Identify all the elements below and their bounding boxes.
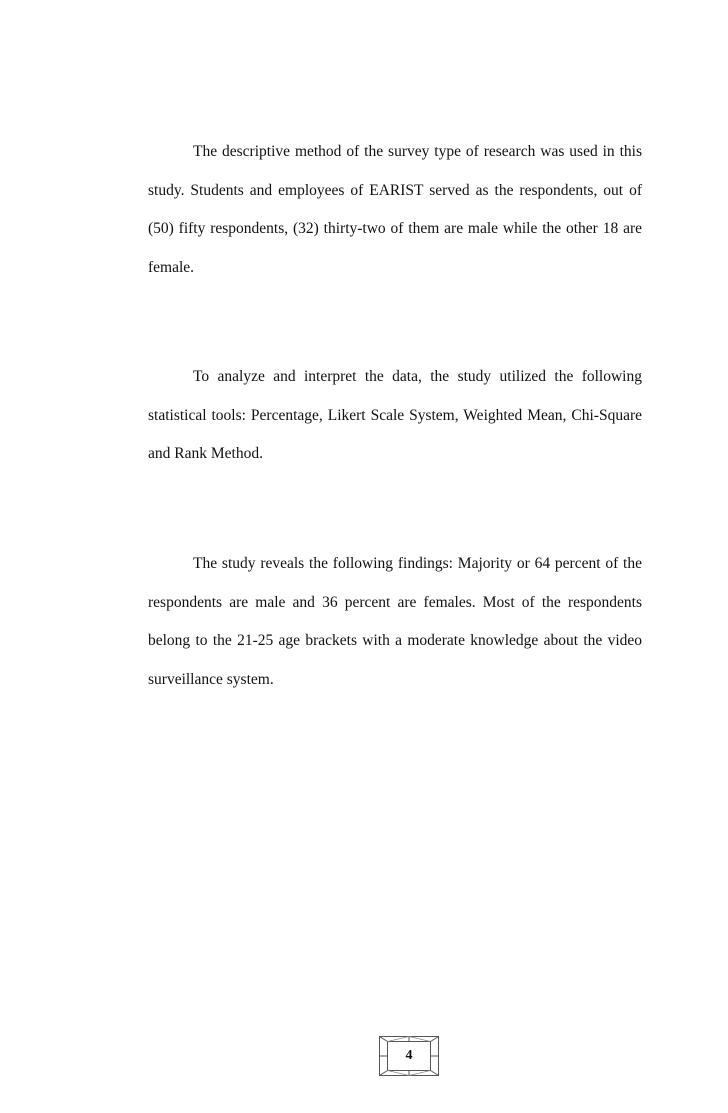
body-paragraph-method: The descriptive method of the survey type of research was used in this study. Students and employees of EARIST served as the respondents, out of (50) fifty respondents, (32) thirty-two of them are male while the other 18 are female. [148,143,642,276]
body-paragraph-statistical-tools: To analyze and interpret the data, the study utilized the following statistical tools: Percentage, Likert Scale System, Weighted Mean, Chi-Square and Rank Method. [148,368,642,462]
page-number-frame [379,1036,439,1076]
page-number: 4 [405,1048,413,1063]
body-paragraph-findings: The study reveals the following findings: Majority or 64 percent of the respondents are male and 36 percent are females. Most of the respondents belong to the 21-25 age brackets with a moderate knowledge about the video surveillance system. [148,555,642,688]
